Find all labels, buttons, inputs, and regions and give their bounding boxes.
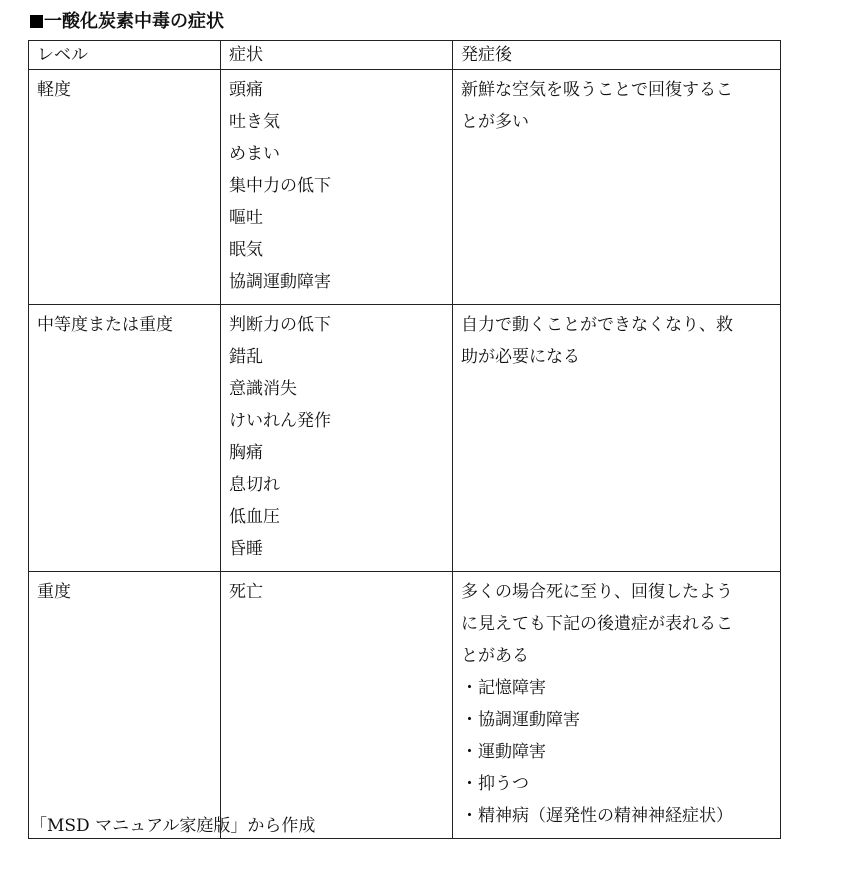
after-onset-line: とがある: [461, 646, 529, 666]
symptom-item: 判断力の低下: [229, 315, 331, 335]
symptoms-table: [28, 40, 781, 839]
symptom-item: 集中力の低下: [229, 176, 331, 196]
symptom-item: めまい: [229, 144, 280, 164]
symptom-item: 錯乱: [229, 347, 263, 367]
header-after-onset: 発症後: [453, 41, 781, 70]
symptom-item: 眠気: [229, 240, 263, 260]
symptom-item: 死亡: [229, 582, 263, 602]
sequela-item: ・記憶障害: [461, 678, 546, 698]
symptom-item: 協調運動障害: [229, 272, 331, 292]
level-text: 軽度: [37, 80, 71, 100]
table-row-moderate-severe: [29, 305, 781, 572]
document-title: [30, 9, 224, 35]
table-row-mild: [29, 70, 781, 305]
symptom-item: 嘔吐: [229, 208, 263, 228]
after-onset-cell: [453, 305, 781, 572]
symptom-item: 意識消失: [229, 379, 297, 399]
level-cell: [29, 70, 221, 305]
after-onset-line: 多くの場合死に至り、回復したよう: [461, 582, 733, 602]
sequela-item: ・協調運動障害: [461, 710, 580, 730]
after-onset-line: 新鮮な空気を吸うことで回復するこ: [461, 80, 733, 100]
sequela-item: ・抑うつ: [461, 774, 529, 794]
sequela-item: ・運動障害: [461, 742, 546, 762]
table-row-severe: [29, 572, 781, 839]
symptom-item: 吐き気: [229, 112, 280, 132]
after-onset-cell: [453, 572, 781, 839]
after-onset-line: とが多い: [461, 112, 529, 132]
level-cell: [29, 572, 221, 839]
table-header-row: [29, 41, 781, 70]
symptom-item: 昏睡: [229, 539, 263, 559]
after-onset-cell: [453, 70, 781, 305]
symptoms-cell: [221, 572, 453, 839]
symptom-item: 胸痛: [229, 443, 263, 463]
symptom-item: 低血圧: [229, 507, 280, 527]
document-title-text: 一酸化炭素中毒の症状: [44, 11, 224, 32]
symptom-item: 頭痛: [229, 80, 263, 100]
symptoms-cell: [221, 305, 453, 572]
symptoms-cell: [221, 70, 453, 305]
header-level: レベル: [29, 41, 221, 70]
header-symptoms: 症状: [221, 41, 453, 70]
after-onset-line: 自力で動くことができなくなり、救: [461, 315, 733, 335]
level-text: 中等度または重度: [37, 315, 173, 335]
level-text: 重度: [37, 582, 71, 602]
black-square-icon: [30, 15, 43, 28]
symptom-item: 息切れ: [229, 475, 280, 495]
symptom-item: けいれん発作: [229, 411, 331, 431]
after-onset-line: 助が必要になる: [461, 347, 580, 367]
level-cell: [29, 305, 221, 572]
sequela-item: ・精神病（遅発性の精神神経症状）: [461, 806, 733, 826]
after-onset-line: に見えても下記の後遺症が表れるこ: [461, 614, 733, 634]
source-note: 「MSD マニュアル家庭版」から作成: [30, 816, 316, 836]
